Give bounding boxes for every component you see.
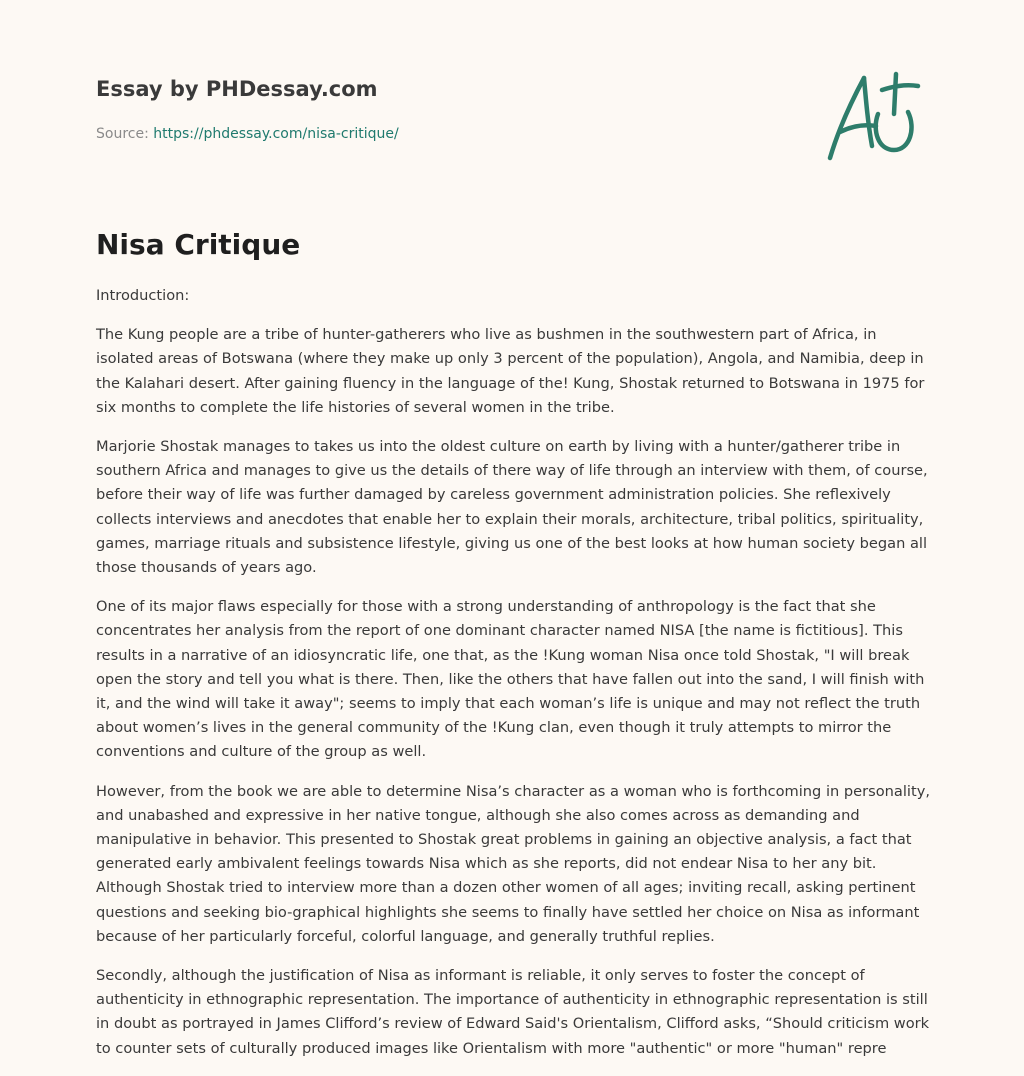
essay-title: Nisa Critique bbox=[96, 228, 301, 261]
essay-header bbox=[96, 74, 816, 144]
source-line bbox=[96, 124, 816, 144]
essay-body bbox=[96, 284, 934, 1075]
essay-paragraph: However, from the book we are able to determine Nisa’s character as a woman who is forthcoming in personality, and unabashed and expressive in her native tongue, although she also comes across as demanding and manipulative in behavior. This presented to Shostak great problems in gaining an objective analysis, a fact that generated early ambivalent feelings towards Nisa which as she reports, did not endear Nisa to her any bit. Although Shostak tried to interview more than a dozen other women of all ages; inviting recall, asking pertinent questions and seeking bio-graphical highlights she seems to finally have settled her choice on Nisa as informant because of her particularly forceful, colorful language, and generally truthful replies. bbox=[96, 782, 930, 945]
source-label: Source: bbox=[96, 126, 154, 142]
site-title: Essay by PHDessay.com bbox=[96, 77, 378, 101]
a-plus-logo-icon bbox=[820, 66, 930, 166]
essay-paragraph: One of its major flaws especially for those with a strong understanding of anthropology is the fact that she concentrates her analysis from the report of one dominant character named NISA [the name is fictitious]. This results in a narrative of an idiosyncratic life, one that, as the !Kung woman Nisa once told Shostak, "I will break open the story and tell you what is there. Then, like the others that have fallen out into the sand, I will finish with it, and the wind will take it away"; seems to imply that each woman’s life is unique and may not reflect the truth about women’s lives in the general community of the !Kung clan, even though it truly attempts to mirror the conventions and culture of the group as well. bbox=[96, 598, 925, 761]
a-plus-logo bbox=[820, 66, 930, 166]
essay-paragraph: The Kung people are a tribe of hunter-gatherers who live as bushmen in the southwestern part of Africa, in isolated areas of Botswana (where they make up only 3 percent of the population), Angola, and Namibia, deep in the Kalahari desert. After gaining fluency in the language of the! Kung, Shostak returned to Botswana in 1975 for six months to complete the life histories of several women in the tribe. bbox=[96, 326, 925, 416]
source-link[interactable]: https://phdessay.com/nisa-critique/ bbox=[153, 126, 399, 142]
essay-paragraph: Marjorie Shostak manages to takes us into the oldest culture on earth by living with a hunter/gatherer tribe in southern Africa and manages to give us the details of there way of life through an interview with them, of course, before their way of life was further damaged by careless government administration policies. She reflexively collects interviews and anecdotes that enable her to explain their morals, architecture, tribal politics, spirituality, games, marriage rituals and subsistence lifestyle, giving us one of the best looks at how human society began all those thousands of years ago. bbox=[96, 438, 928, 577]
essay-paragraph: Introduction: bbox=[96, 287, 190, 304]
essay-paragraph: Secondly, although the justification of Nisa as informant is reliable, it only serves to foster the concept of authenticity in ethnographic representation. The importance of authenticity in ethnographic representation is still in doubt as portrayed in James Clifford’s review of Edward Said's Orientalism, Clifford asks, “Should criticism work to counter sets of culturally produced images like Orientalism with more "authentic" or more "human" repre bbox=[96, 967, 930, 1057]
